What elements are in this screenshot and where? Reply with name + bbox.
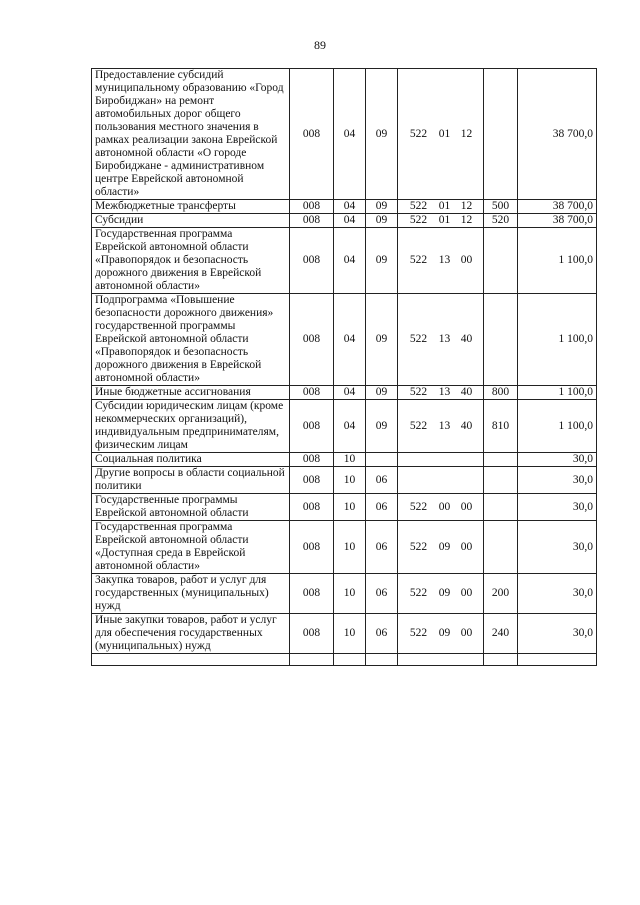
row-target-code bbox=[398, 494, 484, 521]
row-target-code bbox=[398, 200, 484, 214]
table-row bbox=[92, 467, 597, 494]
row-subsection-code: 09 bbox=[366, 400, 398, 453]
row-target-code bbox=[398, 228, 484, 294]
row-amount: 1 100,0 bbox=[518, 294, 597, 386]
table-row bbox=[92, 228, 597, 294]
row-description: Иные закупки товаров, работ и услуг для обеспечения государственных (муниципальных) нужд bbox=[92, 614, 290, 654]
row-admin-code: 008 bbox=[290, 294, 334, 386]
table-row bbox=[92, 400, 597, 453]
row-target-code bbox=[398, 294, 484, 386]
empty-cell bbox=[398, 654, 484, 666]
row-expense-type-code: 200 bbox=[484, 574, 518, 614]
row-subsection-code: 09 bbox=[366, 214, 398, 228]
row-admin-code: 008 bbox=[290, 200, 334, 214]
target-code-part: 522 bbox=[409, 333, 428, 345]
target-code-part: 13 bbox=[438, 386, 451, 398]
row-description: Иные бюджетные ассигнования bbox=[92, 386, 290, 400]
target-code-part: 522 bbox=[409, 587, 428, 599]
target-code-part: 00 bbox=[460, 540, 473, 553]
row-subsection-code: 09 bbox=[366, 386, 398, 400]
page-number: 89 bbox=[314, 38, 326, 52]
row-section-code: 10 bbox=[334, 521, 366, 574]
row-section-code: 04 bbox=[334, 214, 366, 228]
row-section-code: 04 bbox=[334, 294, 366, 386]
row-section-code: 10 bbox=[334, 467, 366, 494]
row-expense-type-code bbox=[484, 294, 518, 386]
table-row bbox=[92, 494, 597, 521]
row-target-code bbox=[398, 400, 484, 453]
row-expense-type-code: 810 bbox=[484, 400, 518, 453]
row-description: Государственные программы Еврейской автономной области bbox=[92, 494, 290, 521]
row-target-code bbox=[398, 574, 484, 614]
row-section-code: 04 bbox=[334, 386, 366, 400]
target-code-part: 00 bbox=[460, 500, 473, 513]
empty-cell bbox=[484, 654, 518, 666]
row-subsection-code: 06 bbox=[366, 467, 398, 494]
row-expense-type-code bbox=[484, 494, 518, 521]
row-expense-type-code: 520 bbox=[484, 214, 518, 228]
row-expense-type-code: 500 bbox=[484, 200, 518, 214]
row-description: Государственная программа Еврейской автономной области «Доступная среда в Еврейской автономной области» bbox=[92, 521, 290, 574]
target-code-part: 00 bbox=[460, 627, 473, 639]
target-code-part: 13 bbox=[438, 333, 451, 345]
row-expense-type-code bbox=[484, 69, 518, 200]
row-subsection-code bbox=[366, 453, 398, 467]
target-code-part: 00 bbox=[460, 587, 473, 599]
table-row bbox=[92, 574, 597, 614]
row-admin-code: 008 bbox=[290, 214, 334, 228]
empty-cell bbox=[518, 654, 597, 666]
row-description: Субсидии bbox=[92, 214, 290, 228]
row-subsection-code: 06 bbox=[366, 614, 398, 654]
target-code-part: 01 bbox=[438, 214, 451, 226]
row-section-code: 04 bbox=[334, 200, 366, 214]
row-section-code: 10 bbox=[334, 614, 366, 654]
target-code-part: 522 bbox=[409, 200, 428, 212]
row-description: Межбюджетные трансферты bbox=[92, 200, 290, 214]
table-row bbox=[92, 386, 597, 400]
target-code-part: 00 bbox=[460, 254, 473, 266]
target-code-part: 522 bbox=[409, 386, 428, 398]
target-code-part: 522 bbox=[409, 500, 428, 513]
row-description: Субсидии юридическим лицам (кроме некоммерческих организаций), индивидуальным предпринимателям, физическим лицам bbox=[92, 400, 290, 453]
table-row bbox=[92, 453, 597, 467]
row-amount: 1 100,0 bbox=[518, 386, 597, 400]
row-subsection-code: 06 bbox=[366, 521, 398, 574]
row-admin-code: 008 bbox=[290, 521, 334, 574]
row-amount: 30,0 bbox=[518, 467, 597, 494]
row-admin-code: 008 bbox=[290, 467, 334, 494]
row-subsection-code: 09 bbox=[366, 294, 398, 386]
row-admin-code: 008 bbox=[290, 494, 334, 521]
target-code-part: 522 bbox=[409, 127, 428, 140]
target-code-part: 13 bbox=[438, 419, 451, 432]
row-admin-code: 008 bbox=[290, 453, 334, 467]
row-expense-type-code bbox=[484, 453, 518, 467]
row-target-code bbox=[398, 453, 484, 467]
row-section-code: 04 bbox=[334, 69, 366, 200]
row-amount: 38 700,0 bbox=[518, 214, 597, 228]
row-amount: 1 100,0 bbox=[518, 400, 597, 453]
row-description: Государственная программа Еврейской автономной области «Правопорядок и безопасность дорожного движения в Еврейской автономной области» bbox=[92, 228, 290, 294]
row-target-code bbox=[398, 614, 484, 654]
budget-table bbox=[91, 68, 597, 666]
table-row-empty bbox=[92, 654, 597, 666]
row-section-code: 04 bbox=[334, 400, 366, 453]
row-subsection-code: 06 bbox=[366, 574, 398, 614]
target-code-part: 522 bbox=[409, 419, 428, 432]
target-code-part: 09 bbox=[438, 627, 451, 639]
empty-cell bbox=[290, 654, 334, 666]
row-expense-type-code bbox=[484, 467, 518, 494]
target-code-part: 09 bbox=[438, 587, 451, 599]
row-admin-code: 008 bbox=[290, 574, 334, 614]
table-row bbox=[92, 521, 597, 574]
table-row bbox=[92, 69, 597, 200]
target-code-part: 13 bbox=[438, 254, 451, 266]
row-description: Закупка товаров, работ и услуг для государственных (муниципальных) нужд bbox=[92, 574, 290, 614]
table-row bbox=[92, 200, 597, 214]
target-code-part: 40 bbox=[460, 386, 473, 398]
row-subsection-code: 06 bbox=[366, 494, 398, 521]
target-code-part: 522 bbox=[409, 540, 428, 553]
row-section-code: 10 bbox=[334, 574, 366, 614]
row-amount: 30,0 bbox=[518, 574, 597, 614]
row-expense-type-code: 800 bbox=[484, 386, 518, 400]
target-code-part: 12 bbox=[460, 200, 473, 212]
row-target-code bbox=[398, 467, 484, 494]
row-target-code bbox=[398, 214, 484, 228]
row-description: Социальная политика bbox=[92, 453, 290, 467]
row-amount: 38 700,0 bbox=[518, 200, 597, 214]
row-expense-type-code: 240 bbox=[484, 614, 518, 654]
row-target-code bbox=[398, 521, 484, 574]
row-subsection-code: 09 bbox=[366, 200, 398, 214]
row-admin-code: 008 bbox=[290, 386, 334, 400]
row-section-code: 10 bbox=[334, 453, 366, 467]
table-row bbox=[92, 214, 597, 228]
target-code-part: 522 bbox=[409, 254, 428, 266]
target-code-part: 01 bbox=[438, 200, 451, 212]
row-description: Предоставление субсидий муниципальному образованию «Город Биробиджан» на ремонт автомобильных дорог общего пользования местного значения в рамках реализации закона Еврейской автономной области «О городе Биробиджане - административном центре Еврейской автономной области» bbox=[92, 69, 290, 200]
table-row bbox=[92, 614, 597, 654]
empty-cell bbox=[92, 654, 290, 666]
budget-table-body bbox=[92, 69, 597, 666]
row-amount: 30,0 bbox=[518, 453, 597, 467]
target-code-part: 40 bbox=[460, 419, 473, 432]
empty-cell bbox=[366, 654, 398, 666]
target-code-part: 00 bbox=[438, 500, 451, 513]
row-admin-code: 008 bbox=[290, 69, 334, 200]
empty-cell bbox=[334, 654, 366, 666]
row-admin-code: 008 bbox=[290, 400, 334, 453]
target-code-part: 12 bbox=[460, 127, 473, 140]
row-target-code bbox=[398, 386, 484, 400]
row-target-code bbox=[398, 69, 484, 200]
row-description: Подпрограмма «Повышение безопасности дорожного движения» государственной программы Еврейской автономной области «Правопорядок и безопасность дорожного движения в Еврейской автономной области» bbox=[92, 294, 290, 386]
row-subsection-code: 09 bbox=[366, 69, 398, 200]
row-amount: 30,0 bbox=[518, 521, 597, 574]
row-amount: 30,0 bbox=[518, 494, 597, 521]
row-admin-code: 008 bbox=[290, 614, 334, 654]
target-code-part: 01 bbox=[438, 127, 451, 140]
row-section-code: 04 bbox=[334, 228, 366, 294]
row-amount: 1 100,0 bbox=[518, 228, 597, 294]
target-code-part: 12 bbox=[460, 214, 473, 226]
row-description: Другие вопросы в области социальной политики bbox=[92, 467, 290, 494]
target-code-part: 522 bbox=[409, 214, 428, 226]
target-code-part: 40 bbox=[460, 333, 473, 345]
row-section-code: 10 bbox=[334, 494, 366, 521]
row-admin-code: 008 bbox=[290, 228, 334, 294]
row-expense-type-code bbox=[484, 521, 518, 574]
row-expense-type-code bbox=[484, 228, 518, 294]
row-subsection-code: 09 bbox=[366, 228, 398, 294]
table-row bbox=[92, 294, 597, 386]
target-code-part: 522 bbox=[409, 627, 428, 639]
row-amount: 38 700,0 bbox=[518, 69, 597, 200]
target-code-part: 09 bbox=[438, 540, 451, 553]
row-amount: 30,0 bbox=[518, 614, 597, 654]
